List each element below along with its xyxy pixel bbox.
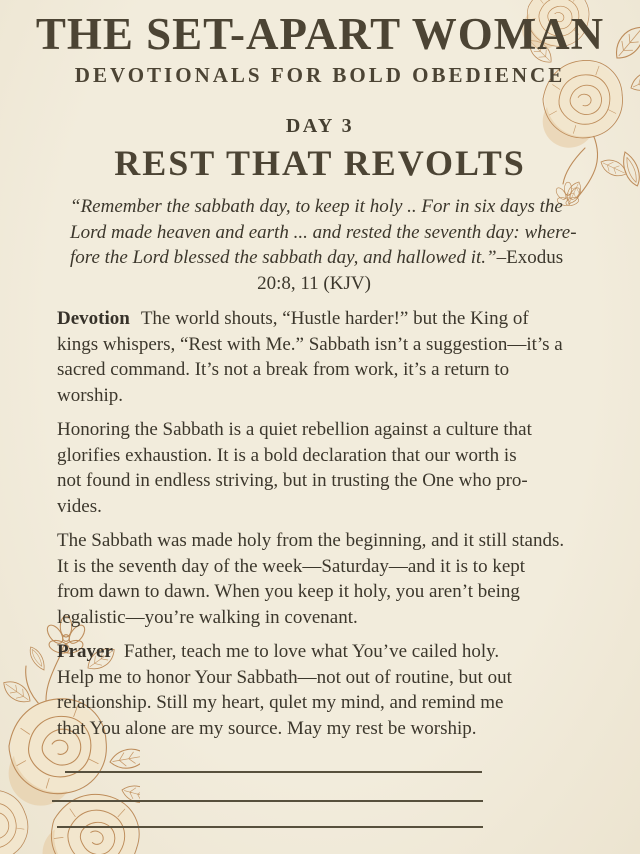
scripture-attribution: –Exodus (496, 247, 564, 268)
devotion-label: Devotion (57, 308, 130, 329)
scripture-reference (70, 271, 558, 297)
scripture-quote (70, 194, 577, 296)
page-subtitle: DEVOTIONALS FOR BOLD OBEDIENCE (74, 63, 566, 87)
text-line: vides. (57, 495, 102, 517)
text-line: The world shouts, “Hustle harder!” but the King of (140, 308, 529, 329)
text-line: kings whispers, “Rest with Me.” Sabbath isn’t a suggestion—it’s a (57, 333, 563, 355)
text-line: from dawn to dawn. When you keep it holy, you aren’t being (57, 581, 520, 602)
scripture-reference-text: 20:8, 11 (KJV) (257, 272, 371, 294)
scripture-line: fore the Lord blessed the sabbath day, and hallowed it.” (70, 247, 497, 268)
scripture-line: Lord made heaven and earth ... and rested the seventh day: where- (70, 221, 577, 243)
text-line: Honoring the Sabbath is a quiet rebellion against a culture that (57, 419, 532, 440)
note-line (52, 800, 483, 802)
text-line: glorifies exhaustion. It is a bold declaration that our worth is (57, 444, 517, 466)
day-label: DAY 3 (285, 115, 355, 137)
text-line: Father, teach me to love what You’ve cailed holy. (123, 641, 500, 662)
text-line: worship. (57, 384, 123, 406)
text-line: not found in endless striving, but in trusting the One who pro- (57, 470, 528, 491)
prayer-paragraph (57, 639, 564, 741)
body-paragraph (57, 528, 564, 630)
note-line (57, 826, 483, 828)
text-line: sacred command. It’s not a break from work, it’s a return to (57, 359, 510, 380)
text-line: The Sabbath was made holy from the beginning, and it still stands. (57, 530, 565, 551)
body-paragraph (57, 417, 564, 519)
text-line: that You alone are my source. May my rest be worship. (57, 717, 477, 739)
page-title: THE SET-APART WOMAN (35, 9, 605, 59)
prayer-label: Prayer (57, 641, 113, 662)
text-line: It is the seventh day of the week—Saturday—and it is to kept (57, 555, 526, 577)
text-line: relationship. Still my heart, qulet my mind, and remind me (57, 692, 504, 713)
devotion-paragraph (57, 306, 564, 408)
devotional-heading: REST THAT REVOLTS (114, 143, 526, 183)
scripture-line: “Remember the sabbath day, to keep it holy .. For in six days the (70, 196, 563, 217)
text-line: Help me to honor Your Sabbath—not out of routine, but out (57, 666, 512, 688)
note-line (65, 771, 482, 773)
devotional-body (57, 306, 564, 750)
text-line: legalistic—you’re walking in covenant. (57, 606, 358, 628)
